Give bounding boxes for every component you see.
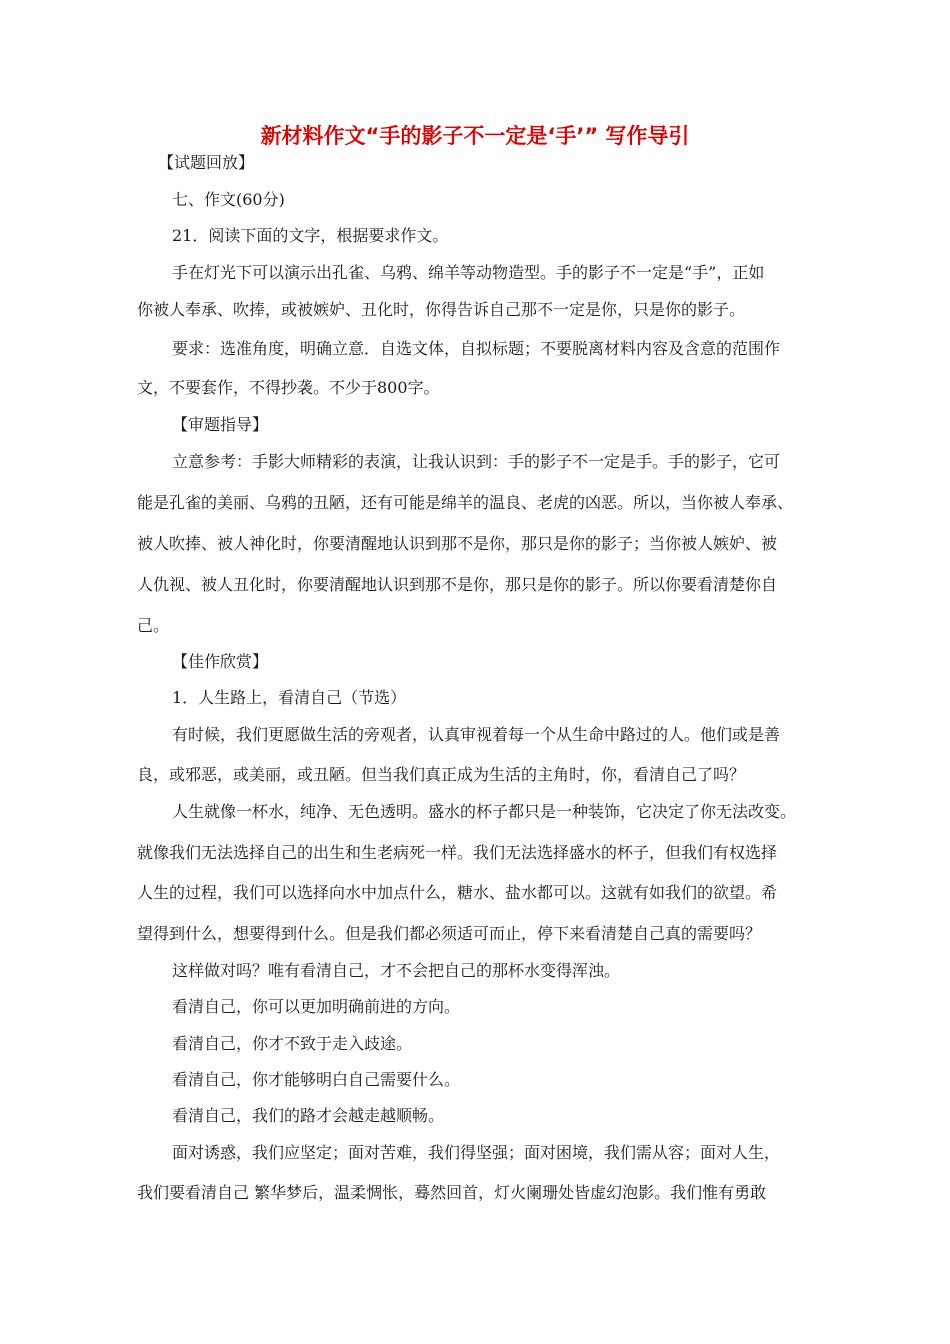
essay-line: 就像我们无法选择自己的出生和生老病死一样。我们无法选择盛水的杯子，但我们有权选择 [137, 843, 778, 862]
document-title: 新材料作文“手的影子不一定是‘手’” 写作导引 [260, 124, 690, 148]
guide-line: 人仇视、被人丑化时，你要清醒地认识到那不是你，那只是你的影子。所以你要看清楚你自 [137, 575, 778, 594]
essay-line: 看清自己，我们的路才会越走越顺畅。 [172, 1106, 445, 1125]
requirement-line: 文，不要套作，不得抄袭。不少于800字。 [137, 378, 440, 397]
question-header: 七、作文(60分) [172, 190, 285, 209]
essay-line: 有时候，我们更愿做生活的旁观者，认真审视着每一个从生命中路过的人。他们或是善 [172, 725, 781, 744]
guide-line: 立意参考：手影大师精彩的表演，让我认识到：手的影子不一定是手。手的影子，它可 [172, 452, 781, 471]
essay-line: 良，或邪恶，或美丽，或丑陋。但当我们真正成为生活的主角时，你，看清自己了吗？ [137, 765, 746, 784]
guide-line: 被人吹捧、被人神化时，你要清醒地认识到那不是你，那只是你的影子；当你被人嫉妒、被 [137, 534, 778, 553]
question-number: 21．阅读下面的文字，根据要求作文。 [172, 226, 449, 245]
prompt-line: 手在灯光下可以演示出孔雀、乌鸦、绵羊等动物造型。手的影子不一定是“手”，正如 [172, 263, 765, 282]
requirement-line: 要求：选准角度，明确立意．自选文体，自拟标题；不要脱离材料内容及含意的范围作 [172, 339, 781, 358]
essay-line: 看清自己，你才不致于走入歧途。 [172, 1034, 413, 1053]
essay-line: 看清自己，你可以更加明确前进的方向。 [172, 997, 461, 1016]
section-heading-guide: 【审题指导】 [172, 415, 269, 434]
essay-title: 1．人生路上，看清自己（节选） [172, 688, 407, 707]
prompt-line: 你被人奉承、吹捧，或被嫉妒、丑化时，你得告诉自己那不一定是你，只是你的影子。 [137, 300, 746, 319]
section-heading-review: 【试题回放】 [158, 153, 255, 172]
section-heading-appreciate: 【佳作欣赏】 [172, 652, 269, 671]
guide-line: 能是孔雀的美丽、乌鸦的丑陋，还有可能是绵羊的温良、老虎的凶恶。所以，当你被人奉承、 [137, 493, 794, 512]
essay-line: 望得到什么，想要得到什么。但是我们都必须适可而止，停下来看清楚自己真的需要吗？ [137, 924, 762, 943]
essay-line: 我们要看清自己 繁华梦后，温柔惆怅，蓦然回首，灯火阑珊处皆虚幻泡影。我们惟有勇敢 [137, 1183, 767, 1202]
essay-line: 人生就像一杯水，纯净、无色透明。盛水的杯子都只是一种装饰，它决定了你无法改变。 [172, 802, 797, 821]
essay-line: 看清自己，你才能够明白自己需要什么。 [172, 1070, 461, 1089]
essay-line: 人生的过程，我们可以选择向水中加点什么，糖水、盐水都可以。这就有如我们的欲望。希 [137, 883, 778, 902]
essay-line: 这样做对吗？唯有看清自己，才不会把自己的那杯水变得浑浊。 [172, 961, 621, 980]
essay-line: 面对诱惑，我们应坚定；面对苦难，我们得坚强；面对困境，我们需从容；面对人生， [172, 1143, 781, 1162]
guide-line: 己。 [137, 616, 170, 635]
